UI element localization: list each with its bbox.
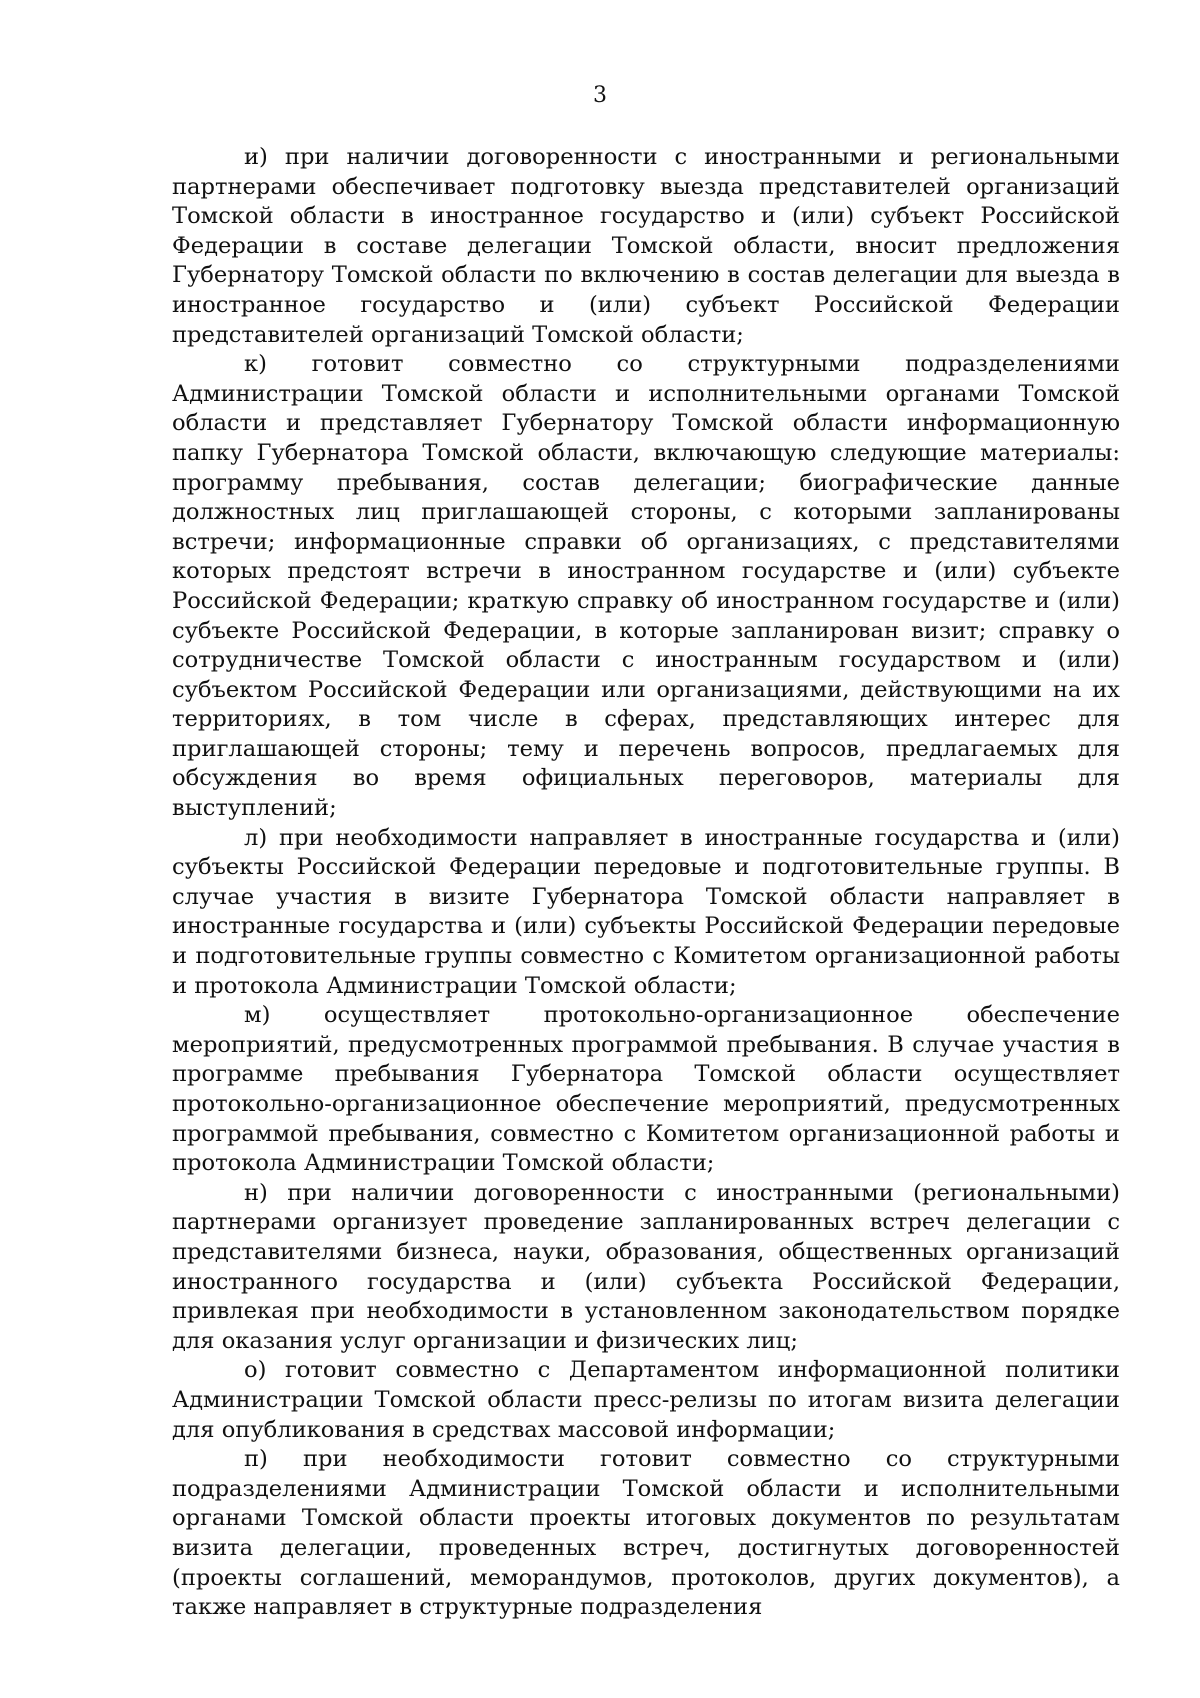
page-number: 3 [593,83,607,108]
paragraph-o: о) готовит совместно с Департаментом информационной политики Администрации Томской области пресс-релизы по итогам визита делегации для опубликования в средствах массовой информации; [172,1357,1120,1443]
paragraph-p: п) при необходимости готовит совместно со структурными подразделениями Администрации Томской области и исполнительными органами Томской области проекты итоговых документов по результатам визита делегации, проведенных встреч, достигнутых договоренностей (проекты соглашений, меморандумов, протоколов, других документов), а также направляет в структурные подразделения [172,1446,1120,1621]
paragraph-l: л) при необходимости направляет в иностранные государства и (или) субъекты Российской Федерации передовые и подготовительные группы. В случае участия в визите Губернатора Томской области направляет в иностранные государства и (или) субъекты Российской Федерации передовые и подготовительные группы совместно с Комитетом организационной работы и протокола Администрации Томской области; [172,824,1120,999]
paragraph-k: к) готовит совместно со структурными подразделениями Администрации Томской области и исполнительными органами Томской области и представляет Губернатору Томской области информационную папку Губернатора Томской области, включающую следующие материалы: программу пребывания, состав делегации; биографические данные должностных лиц приглашающей стороны, с которыми запланированы встречи; информационные справки об организациях, с представителями которых предстоят встречи в иностранном государстве и (или) субъекте Российской Федерации; краткую справку об иностранном государстве и (или) субъекте Российской Федерации, в которые запланирован визит; справку о сотрудничестве Томской области с иностранным государством и (или) субъектом Российской Федерации или организациями, действующими на их территориях, в том числе в сферах, представляющих интерес для приглашающей стороны; тему и перечень вопросов, предлагаемых для обсуждения во время официальных переговоров, материалы для выступлений; [172,351,1120,822]
paragraph-n: н) при наличии договоренности с иностранными (региональными) партнерами организует проведение запланированных встреч делегации с представителями бизнеса, науки, образования, общественных организаций иностранного государства и (или) субъекта Российской Федерации, привлекая при необходимости в установленном законодательством порядке для оказания услуг организации и физических лиц; [172,1179,1120,1354]
document-body [172,143,1120,1623]
paragraph-i: и) при наличии договоренности с иностранными и региональными партнерами обеспечивает подготовку выезда представителей организаций Томской области в иностранное государство и (или) субъект Российской Федерации в составе делегации Томской области, вносит предложения Губернатору Томской области по включению в состав делегации для выезда в иностранное государство и (или) субъект Российской Федерации представителей организаций Томской области; [172,144,1120,348]
paragraph-m: м) осуществляет протокольно-организационное обеспечение мероприятий, предусмотренных программой пребывания. В случае участия в программе пребывания Губернатора Томской области осуществляет протокольно-организационное обеспечение мероприятий, предусмотренных программой пребывания, совместно с Комитетом организационной работы и протокола Администрации Томской области; [172,1002,1120,1177]
